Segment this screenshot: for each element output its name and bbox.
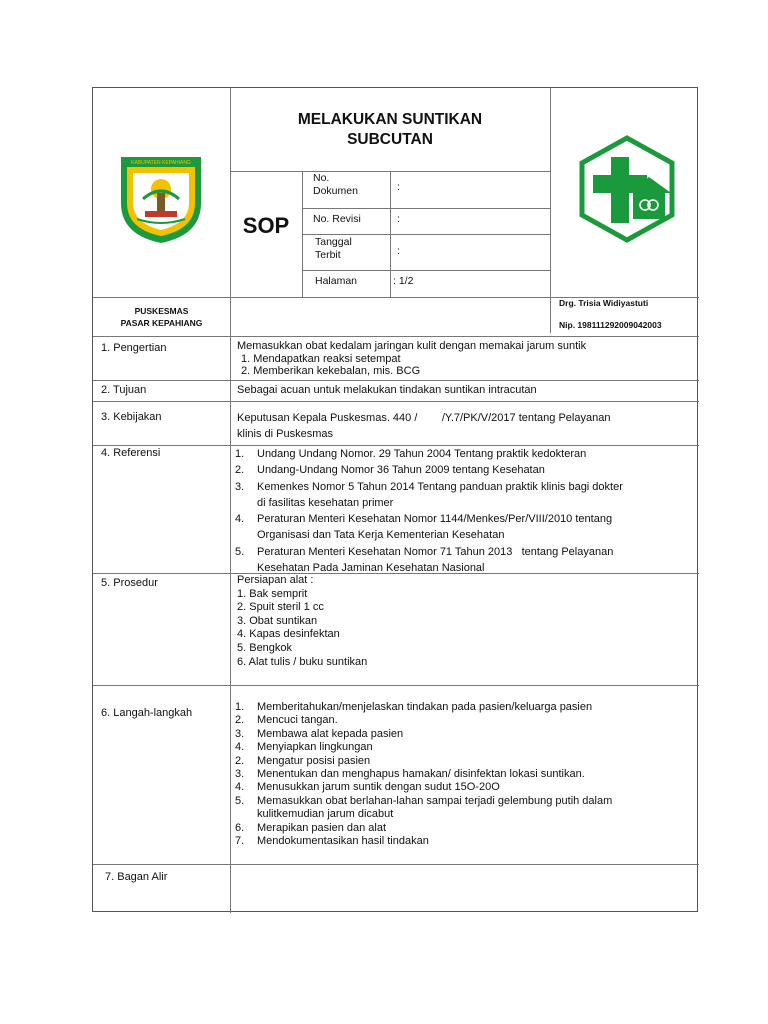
list-item: 2. Memberikan kekebalan, mis. BCG <box>241 365 421 377</box>
sop-label: SOP <box>242 213 290 238</box>
item-number: 1. <box>235 448 245 460</box>
tujuan-bottom-line <box>93 401 699 402</box>
item-number: 5. <box>235 545 245 558</box>
item-number: 2. <box>235 714 245 727</box>
item-number: 3. <box>235 768 245 781</box>
item-text <box>257 544 613 577</box>
item-text: Membawa alat kepada pasien <box>257 727 404 740</box>
item-number: 7. <box>235 835 245 848</box>
item-line: Memasukkan obat berlahan-lahan sampai terjadi gelembung putih dalam <box>257 794 613 807</box>
section-label-tujuan: 2. Tujuan <box>101 384 147 396</box>
section-label-langkah: 6. Langah-langkah <box>101 707 193 719</box>
list-item <box>235 479 689 512</box>
item-text: Undang Undang Nomor. 29 Tahun 2004 Tentang praktik kedokteran <box>257 448 587 460</box>
list-item: 2. Spuit steril 1 cc <box>237 601 324 614</box>
list-item: 5. Bengkok <box>237 641 293 654</box>
field-no-dokumen-value: : <box>397 181 400 193</box>
item-text: Menyiapkan lingkungan <box>257 741 373 754</box>
item-number: 1. <box>235 701 245 713</box>
list-item <box>235 755 691 768</box>
item-text: Memberitahukan/menjelaskan tindakan pada pasien/keluarga pasien <box>257 701 593 713</box>
left-column-divider <box>230 88 231 913</box>
prosedur-bottom-line <box>93 685 699 686</box>
list-item <box>235 741 691 754</box>
item-text: Mengatur posisi pasien <box>257 754 371 767</box>
item-line: kulitkemudian jarum dicabut <box>257 808 394 821</box>
prosedur-intro: Persiapan alat : <box>237 574 314 586</box>
pengertian-content <box>237 340 586 378</box>
title-bottom-line <box>230 171 550 172</box>
item-text: Undang-Undang Nomor 36 Tahun 2009 tentang Kesehatan <box>257 464 545 477</box>
kebijakan-line-2: klinis di Puskesmas <box>237 428 333 440</box>
item-text: Merapikan pasien dan alat <box>257 821 387 834</box>
list-item: 4. Kapas desinfektan <box>237 628 340 641</box>
list-item <box>235 728 691 741</box>
item-line: Kesehatan Pada Jaminan Kesehatan Nasional <box>257 562 485 575</box>
item-line: di fasilitas kesehatan primer <box>257 496 394 509</box>
svg-text:KABUPATEN KEPAHIANG: KABUPATEN KEPAHIANG <box>131 160 191 166</box>
item-line: Kemenkes Nomor 5 Tahun 2014 Tentang panduan praktik klinis bagi dokter <box>257 480 623 493</box>
title-line-1: MELAKUKAN SUNTIKAN <box>297 111 483 128</box>
item-number: 3. <box>235 727 245 740</box>
item-text <box>257 479 623 512</box>
langkah-list <box>235 701 691 848</box>
item-text: Mendokumentasikan hasil tindakan <box>257 835 429 848</box>
list-item: 3. Obat suntikan <box>237 614 318 627</box>
kabupaten-kepahiang-logo <box>117 153 205 245</box>
list-item: 1. Mendapatkan reaksi setempat <box>241 352 401 365</box>
langkah-bottom-line <box>93 864 699 865</box>
signer-nip: Nip. 198111292009042003 <box>559 320 662 330</box>
puskesmas-logo <box>577 135 677 243</box>
list-item <box>235 544 689 577</box>
item-text: Mencuci tangan. <box>257 714 338 727</box>
list-item <box>235 768 691 781</box>
item-text: Menusukkan jarum suntik dengan sudut 15O-20O <box>257 781 500 794</box>
field-label-line: Tanggal <box>315 236 352 248</box>
list-item <box>235 714 691 727</box>
field-line-3 <box>302 270 550 271</box>
item-text <box>257 511 612 544</box>
list-item <box>235 822 691 835</box>
list-item <box>235 835 691 848</box>
item-number: 2. <box>235 754 245 767</box>
org-name <box>93 305 230 329</box>
item-number: 2. <box>235 464 245 477</box>
list-item <box>235 511 689 544</box>
org-line-2: PASAR KEPAHIANG <box>120 318 203 328</box>
field-label-line: Dokumen <box>313 185 358 197</box>
field-halaman-label: Halaman <box>315 275 358 287</box>
list-item <box>235 462 689 478</box>
list-item <box>235 795 691 822</box>
list-item: 6. Alat tulis / buku suntikan <box>237 655 368 668</box>
item-text: Menentukan dan menghapus hamakan/ disinfektan lokasi suntikan. <box>257 768 585 781</box>
prosedur-content <box>237 574 367 669</box>
kebijakan-text <box>237 410 691 442</box>
field-tanggal-terbit-label <box>315 236 352 262</box>
field-no-revisi-value: : <box>397 213 400 225</box>
field-no-revisi-label: No. Revisi <box>313 213 361 225</box>
item-line: Peraturan Menteri Kesehatan Nomor 71 Tahun 2013 tentang Pelayanan <box>257 545 614 558</box>
field-label-line: Terbit <box>315 249 341 261</box>
title-line-2: SUBCUTAN <box>347 131 433 148</box>
section-label-prosedur: 5. Prosedur <box>101 577 158 589</box>
item-line: Peraturan Menteri Kesehatan Nomor 1144/Menkes/Per/VIII/2010 tentang <box>257 513 613 526</box>
section-label-referensi: 4. Referensi <box>101 447 161 459</box>
field-line-2 <box>302 234 550 235</box>
item-number: 3. <box>235 480 245 493</box>
signer-name: Drg. Trisia Widiyastuti <box>559 298 649 308</box>
item-number: 6. <box>235 821 245 834</box>
field-line-1 <box>302 208 550 209</box>
item-line: Organisasi dan Tata Kerja Kementerian Kesehatan <box>257 529 505 542</box>
org-row-bottom-line <box>93 336 699 337</box>
item-number: 4. <box>235 741 245 754</box>
list-item <box>235 446 689 462</box>
sop-document <box>92 87 698 912</box>
field-label-line: No. <box>313 172 330 184</box>
list-item <box>235 781 691 794</box>
section-label-pengertian: 1. Pengertian <box>101 342 167 354</box>
section-label-bagan-alir: 7. Bagan Alir <box>105 871 168 883</box>
field-no-dokumen-label <box>313 172 358 198</box>
kebijakan-line-1: Keputusan Kepala Puskesmas. 440 / /Y.7/PK/V/2017 tentang Pelayanan <box>237 412 611 424</box>
item-number: 4. <box>235 781 245 794</box>
org-line-1: PUSKESMAS <box>134 306 189 316</box>
item-number: 5. <box>235 794 245 807</box>
sop-title <box>230 110 550 150</box>
tujuan-text: Sebagai acuan untuk melakukan tindakan suntikan intracutan <box>237 384 537 396</box>
section-label-kebijakan: 3. Kebijakan <box>101 411 162 423</box>
pengertian-bottom-line <box>93 380 699 381</box>
list-item <box>235 701 691 714</box>
referensi-list <box>235 446 689 576</box>
pengertian-intro: Memasukkan obat kedalam jaringan kulit dengan memakai jarum suntik <box>237 340 587 352</box>
item-text <box>257 795 612 822</box>
item-number: 4. <box>235 513 245 526</box>
field-halaman-value: : 1/2 <box>393 275 414 287</box>
list-item: 1. Bak semprit <box>237 587 308 600</box>
field-tanggal-terbit-value: : <box>397 245 400 257</box>
